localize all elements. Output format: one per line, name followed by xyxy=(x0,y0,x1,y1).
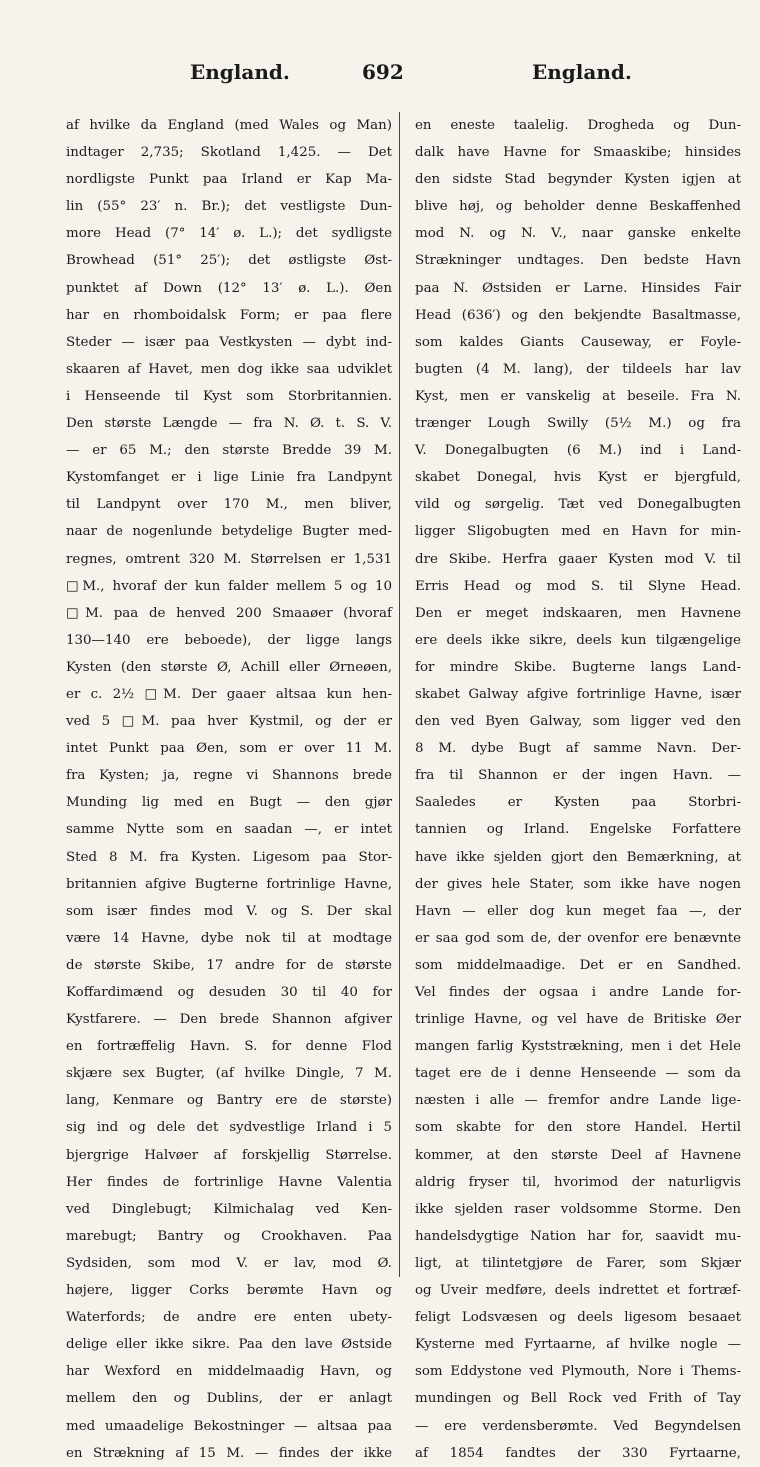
text-line: af hvilke da England (med Wales og Man) xyxy=(66,118,392,133)
text-line: punktet af Down (12° 13′ ø. L.). Øen xyxy=(66,280,392,296)
text-line: skabet Donegal, hvis Kyst er bjergfuld, xyxy=(415,470,741,486)
text-line: samme Nytte som en saadan —, er intet xyxy=(66,822,392,838)
text-line: som kaldes Giants Causeway, er Foyle- xyxy=(415,334,741,350)
text-line: en Strækning af 15 M. — findes der ikke xyxy=(66,1445,392,1461)
text-line: som især findes mod V. og S. Der skal xyxy=(66,903,392,919)
text-line: blive høj, og beholder denne Beskaffenhed xyxy=(415,199,741,215)
text-line: højere, ligger Corks berømte Havn og xyxy=(66,1283,392,1299)
text-line: nordligste Punkt paa Irland er Kap Ma- xyxy=(66,172,392,188)
text-line: i Henseende til Kyst som Storbritannien. xyxy=(66,388,392,404)
text-line: fra Kysten; ja, regne vi Shannons brede xyxy=(66,768,392,784)
text-line: — er 65 M.; den største Bredde 39 M. xyxy=(66,443,392,459)
text-line: sig ind og dele det sydvestlige Irland i 5 xyxy=(66,1120,392,1136)
text-line: bjergrige Halvøer af forskjellig Størrelse. xyxy=(66,1147,392,1163)
text-line: paa N. Østsiden er Larne. Hinsides Fair xyxy=(415,280,741,296)
text-line: en eneste taalelig. Drogheda og Dun- xyxy=(415,118,741,133)
text-line: skjære sex Bugter, (af hvilke Dingle, 7 M. xyxy=(66,1066,392,1082)
text-line: Strækninger undtages. Den bedste Havn xyxy=(415,253,741,269)
text-line: Sted 8 M. fra Kysten. Ligesom paa Stor- xyxy=(66,849,392,865)
text-line: Den er meget indskaaren, men Havnene xyxy=(415,605,741,621)
text-line: Saaledes er Kysten paa Storbri- xyxy=(415,795,741,811)
text-line: Erris Head og mod S. til Slyne Head. xyxy=(415,578,741,594)
text-line: er saa god som de, der ovenfor ere benævnte xyxy=(415,930,741,946)
text-line: dre Skibe. Herfra gaaer Kysten mod V. til xyxy=(415,551,741,567)
text-line: □M. paa de henved 200 Smaaøer (hvoraf xyxy=(66,605,392,621)
text-line: Kyst, men er vanskelig at beseile. Fra N. xyxy=(415,388,741,404)
text-line: har en rhomboidalsk Form; er paa flere xyxy=(66,307,392,323)
text-line: være 14 Havne, dybe nok til at modtage xyxy=(66,930,392,946)
text-line: Den største Længde — fra N. Ø. t. S. V. xyxy=(66,416,392,432)
text-line: skaaren af Havet, men dog ikke saa udviklet xyxy=(66,361,392,377)
text-line: som middelmaadige. Det er en Sandhed. xyxy=(415,957,741,973)
text-line: ikke sjelden raser voldsomme Storme. Den xyxy=(415,1201,741,1217)
text-line: — ere verdensberømte. Ved Begyndelsen xyxy=(415,1418,741,1434)
column-divider xyxy=(399,112,400,1277)
text-line: Kystfarere. — Den brede Shannon afgiver xyxy=(66,1012,392,1028)
text-line: naar de nogenlunde betydelige Bugter med- xyxy=(66,524,392,540)
text-line: ved Dinglebugt; Kilmichalag ved Ken- xyxy=(66,1201,392,1217)
text-line: marebugt; Bantry og Crookhaven. Paa xyxy=(66,1228,392,1244)
text-line: ved 5 □M. paa hver Kystmil, og der er xyxy=(66,714,392,730)
text-line: ligger Sligobugten med en Havn for min- xyxy=(415,524,741,540)
text-line: have ikke sjelden gjort den Bemærkning, at xyxy=(415,849,741,865)
text-line: 130—140 ere beboede), der ligge langs xyxy=(66,632,392,648)
text-line: skabet Galway afgive fortrinlige Havne, især xyxy=(415,686,741,702)
text-line: for mindre Skibe. Bugterne langs Land- xyxy=(415,659,741,675)
text-line: britannien afgive Bugterne fortrinlige Havne, xyxy=(66,876,392,892)
text-line: ere deels ikke sikre, deels kun tilgængelige xyxy=(415,632,741,648)
text-line: Steder — især paa Vestkysten — dybt ind- xyxy=(66,334,392,350)
text-line: som skabte for den store Handel. Hertil xyxy=(415,1120,741,1136)
text-line: tannien og Irland. Engelske Forfattere xyxy=(415,822,741,838)
text-line: □M., hvoraf der kun falder mellem 5 og 10 xyxy=(66,578,392,594)
running-header xyxy=(0,60,760,96)
right-text-column xyxy=(415,112,741,1461)
text-line: Havn — eller dog kun meget faa —, der xyxy=(415,903,741,919)
text-line: mundingen og Bell Rock ved Frith of Tay xyxy=(415,1391,741,1407)
text-line: delige eller ikke sikre. Paa den lave Østside xyxy=(66,1337,392,1353)
text-line: der gives hele Stater, som ikke have nogen xyxy=(415,876,741,892)
text-line: Head (636′) og den bekjendte Basaltmasse, xyxy=(415,307,741,323)
text-line: feligt Lodsvæsen og deels ligesom besaaet xyxy=(415,1310,741,1326)
text-line: aldrig fryser til, hvorimod der naturligvis xyxy=(415,1174,741,1190)
text-line: mod N. og N. V., naar ganske enkelte xyxy=(415,226,741,242)
text-line: intet Punkt paa Øen, som er over 11 M. xyxy=(66,741,392,757)
text-line: bugten (4 M. lang), der tildeels har lav xyxy=(415,361,741,377)
text-line: af 1854 fandtes der 330 Fyrtaarne, xyxy=(415,1445,741,1461)
text-line: 8 M. dybe Bugt af samme Navn. Der- xyxy=(415,741,741,757)
text-line: Koffardimænd og desuden 30 til 40 for xyxy=(66,985,392,1000)
text-line: handelsdygtige Nation har for, saavidt mu- xyxy=(415,1228,741,1244)
left-text-column xyxy=(66,112,392,1461)
text-line: V. Donegalbugten (6 M.) ind i Land- xyxy=(415,443,741,459)
header-left-title: England. xyxy=(190,60,290,84)
text-line: lin (55° 23′ n. Br.); det vestligste Dun- xyxy=(66,199,392,215)
text-line: taget ere de i denne Henseende — som da xyxy=(415,1066,741,1082)
text-line: kommer, at den største Deel af Havnene xyxy=(415,1147,741,1163)
text-line: de største Skibe, 17 andre for de største xyxy=(66,957,392,973)
text-line: vild og sørgelig. Tæt ved Donegalbugten xyxy=(415,497,741,513)
text-line: trænger Lough Swilly (5½ M.) og fra xyxy=(415,416,741,432)
text-line: lang, Kenmare og Bantry ere de største) xyxy=(66,1093,392,1109)
text-line: Browhead (51° 25′); det østligste Øst- xyxy=(66,253,392,269)
text-line: Kysterne med Fyrtaarne, af hvilke nogle — xyxy=(415,1337,741,1353)
text-line: more Head (7° 14′ ø. L.); det sydligste xyxy=(66,226,392,242)
text-line: Her findes de fortrinlige Havne Valentia xyxy=(66,1174,392,1190)
text-line: ligt, at tilintetgjøre de Farer, som Skjær xyxy=(415,1255,741,1271)
text-line: Munding lig med en Bugt — den gjør xyxy=(66,795,392,811)
text-line: Waterfords; de andre ere enten ubety- xyxy=(66,1310,392,1326)
text-line: og Uveir medføre, deels indrettet et fortræf- xyxy=(415,1283,741,1299)
text-line: fra til Shannon er der ingen Havn. — xyxy=(415,768,741,784)
text-line: regnes, omtrent 320 M. Størrelsen er 1,531 xyxy=(66,551,392,567)
text-line: trinlige Havne, og vel have de Britiske Øer xyxy=(415,1012,741,1028)
text-line: har Wexford en middelmaadig Havn, og xyxy=(66,1364,392,1380)
text-line: den ved Byen Galway, som ligger ved den xyxy=(415,714,741,730)
text-line: en fortræffelig Havn. S. for denne Flod xyxy=(66,1039,392,1055)
text-line: dalk have Havne for Smaaskibe; hinsides xyxy=(415,145,741,161)
header-right-title: England. xyxy=(532,60,632,84)
text-line: mellem den og Dublins, der er anlagt xyxy=(66,1391,392,1407)
text-line: mangen farlig Kyststrækning, men i det Hele xyxy=(415,1039,741,1055)
text-line: næsten i alle — fremfor andre Lande lige- xyxy=(415,1093,741,1109)
text-line: med umaadelige Bekostninger — altsaa paa xyxy=(66,1418,392,1434)
page-number: 692 xyxy=(362,60,404,84)
text-line: er c. 2½ □M. Der gaaer altsaa kun hen- xyxy=(66,686,392,702)
text-line: Kystomfanget er i lige Linie fra Landpynt xyxy=(66,470,392,486)
text-line: Kysten (den største Ø, Achill eller Ørneøen, xyxy=(66,659,392,675)
text-line: den sidste Stad begynder Kysten igjen at xyxy=(415,172,741,188)
text-line: indtager 2,735; Skotland 1,425. — Det xyxy=(66,145,392,161)
text-line: til Landpynt over 170 M., men bliver, xyxy=(66,497,392,513)
text-line: Vel findes der ogsaa i andre Lande for- xyxy=(415,985,741,1000)
text-line: Sydsiden, som mod V. er lav, mod Ø. xyxy=(66,1255,392,1271)
text-line: som Eddystone ved Plymouth, Nore i Thems- xyxy=(415,1364,741,1380)
